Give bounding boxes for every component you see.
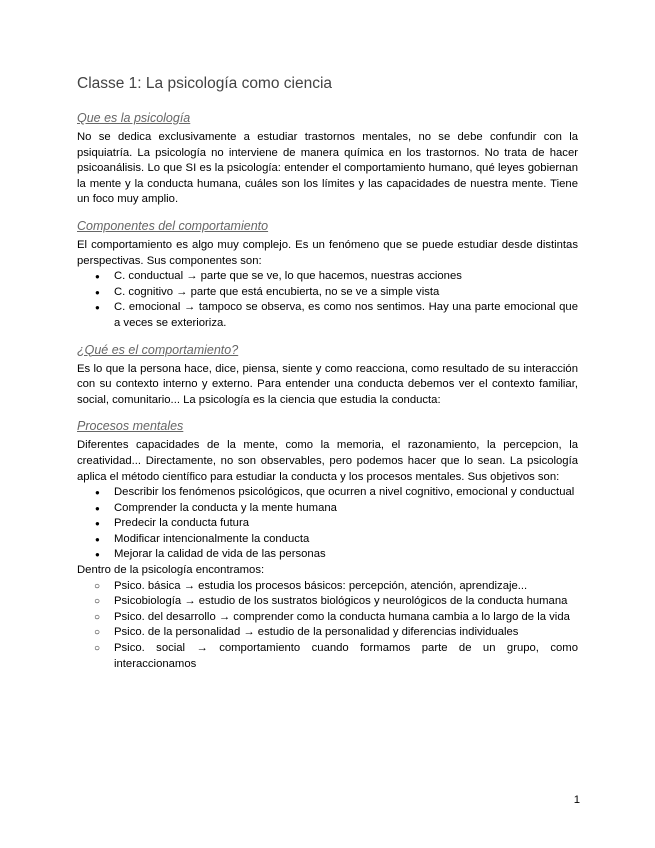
bullet-list [77,269,578,331]
section-paragraph: Diferentes capacidades de la mente, como la memoria, el razonamiento, la percepcion, la creatividad... Directamente, no son observables, pero podemos hacer que lo sean. La psicología aplica el método científico para estudiar la conducta y los procesos mentales. Sus objetivos son: [77,439,578,483]
page-number: 1 [573,794,580,806]
section-heading: Componentes del comportamiento [77,218,269,233]
section-que-es-psicologia [77,110,578,208]
list-item: ● Describir los fenómenos psicológicos, que ocurren a nivel cognitivo, emocional y conductual [77,485,578,501]
list-item: ● Predecir la conducta futura [77,516,578,532]
bullet-list [77,485,578,563]
list-item: ● C. cognitivo → parte que está encubierta, no se ve a simple vista [77,285,578,301]
list-item: ● Comprender la conducta y la mente humana [77,501,578,517]
list-item: ● C. conductual → parte que se ve, lo que hacemos, nuestras acciones [77,269,578,285]
section-procesos-mentales [77,418,578,672]
page-title: Classe 1: La psicología como ciencia [77,75,333,92]
section-heading: ¿Qué es el comportamiento? [77,342,239,357]
list-item: ○ Psico. social → comportamiento cuando formamos parte de un grupo, como interaccionamos [77,641,578,672]
section-paragraph: El comportamiento es algo muy complejo. Es un fenómeno que se puede estudiar desde distintas perspectivas. Sus componentes son: [77,238,578,267]
section-heading: Que es la psicología [77,111,191,125]
list-item: ● C. emocional → tampoco se observa, es como nos sentimos. Hay una parte emocional que a veces se exterioriza. [77,300,578,331]
section-componentes [77,218,578,332]
section-que-es-comportamiento [77,342,578,409]
circle-list [77,579,578,673]
list-item: ○ Psico. de la personalidad → estudio de la personalidad y diferencias individuales [77,625,578,641]
list-item: ● Mejorar la calidad de vida de las personas [77,547,578,563]
subheading-paragraph: Dentro de la psicología encontramos: [77,564,265,577]
list-item: ○ Psico. del desarrollo → comprender como la conducta humana cambia a lo largo de la vida [77,610,578,626]
document-page [77,74,578,682]
list-item: ● Modificar intencionalmente la conducta [77,532,578,548]
section-paragraph: Es lo que la persona hace, dice, piensa, siente y como reacciona, como resultado de su interacción con su contexto interno y externo. Para entender una conducta debemos ver el contexto familiar, social, comunitario... La psicología es la ciencia que estudia la conducta: [77,362,578,406]
section-paragraph: No se dedica exclusivamente a estudiar trastornos mentales, no se debe confundir con la psiquiatría. La psicología no interviene de manera química en los trastornos. No trata de hacer psicoanálisis. Lo que SI es la psicología: entender el comportamiento humano, qué leyes gobiernan la mente y la conducta humana, cuáles son los límites y las capacidades de nuestra mente. Tiene un foco muy amplio. [77,131,578,206]
section-heading: Procesos mentales [77,419,184,434]
list-item: ○ Psicobiología → estudio de los sustratos biológicos y neurológicos de la conducta humana [77,594,578,610]
list-item: ○ Psico. básica → estudia los procesos básicos: percepción, atención, aprendizaje... [77,579,578,595]
